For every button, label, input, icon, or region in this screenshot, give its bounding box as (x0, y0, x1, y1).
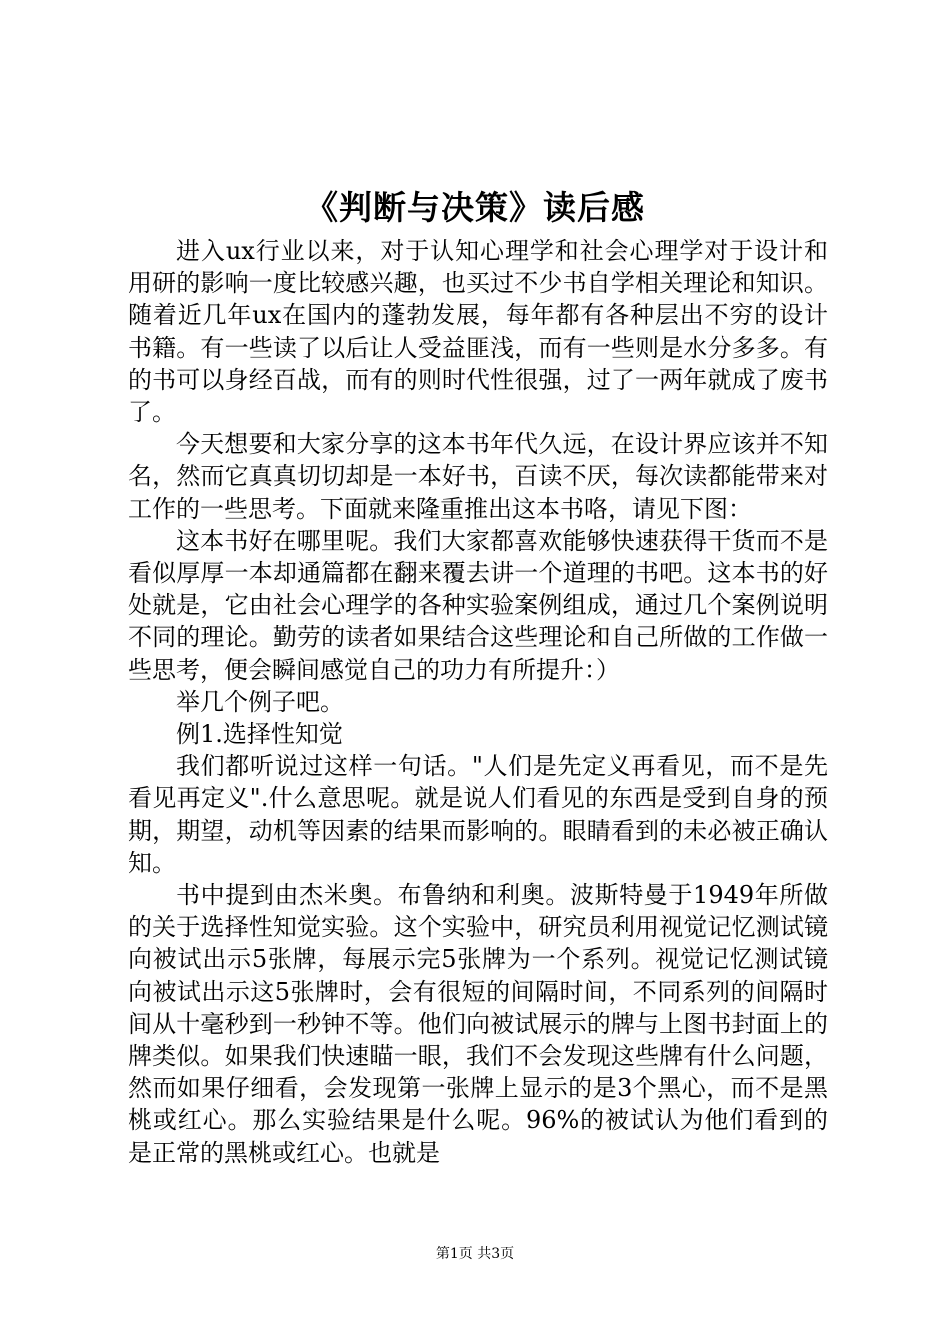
paragraph: 这本书好在哪里呢。我们大家都喜欢能够快速获得干货而不是看似厚厚一本却通篇都在翻来覆去讲一个道理的书吧。这本书的好处就是，它由社会心理学的各种实验案例组成，通过几个案例说明不同的理论。勤劳的读者如果结合这些理论和自己所做的工作做一些思考，便会瞬间感觉自己的功力有所提升：） (128, 526, 828, 684)
page-number-footer: 第1页 共3页 (435, 1246, 515, 1262)
paragraph: 进入ux行业以来，对于认知心理学和社会心理学对于设计和用研的影响一度比较感兴趣，也买过不少书自学相关理论和知识。随着近几年ux在国内的蓬勃发展，每年都有各种层出不穷的设计书籍。有一些读了以后让人受益匪浅，而有一些则是水分多多。有的书可以身经百战，而有的则时代性很强，过了一两年就成了废书了。 (128, 237, 828, 427)
paragraph: 例1.选择性知觉 (176, 720, 343, 749)
paragraph: 书中提到由杰米奥。布鲁纳和利奥。波斯特曼于1949年所做的关于选择性知觉实验。这个实验中，研究员利用视觉记忆测试镜向被试出示5张牌，每展示完5张牌为一个系列。视觉记忆测试镜向被试出示这5张牌时，会有很短的间隔时间，不同系列的间隔时间从十毫秒到一秒钟不等。他们向被试展示的牌与上图书封面上的牌类似。如果我们快速瞄一眼，我们不会发现这些牌有什么问题，然而如果仔细看，会发现第一张牌上显示的是3个黑心，而不是黑桃或红心。那么实验结果是什么呢。96%的被试认为他们看到的是正常的黑桃或红心。也就是 (128, 881, 828, 1167)
paragraph: 举几个例子吧。 (176, 687, 344, 716)
document-body (128, 235, 828, 1169)
document-title: 《判断与决策》读后感 (305, 188, 645, 227)
paragraph: 我们都听说过这样一句话。"人们是先定义再看见，而不是先看见再定义".什么意思呢。就是说人们看见的东西是受到自身的预期，期望，动机等因素的结果而影响的。眼睛看到的未必被正确认知。 (128, 752, 828, 877)
paragraph: 今天想要和大家分享的这本书年代久远，在设计界应该并不知名，然而它真真切切却是一本好书，百读不厌，每次读都能带来对工作的一些思考。下面就来隆重推出这本书咯，请见下图： (128, 430, 828, 523)
